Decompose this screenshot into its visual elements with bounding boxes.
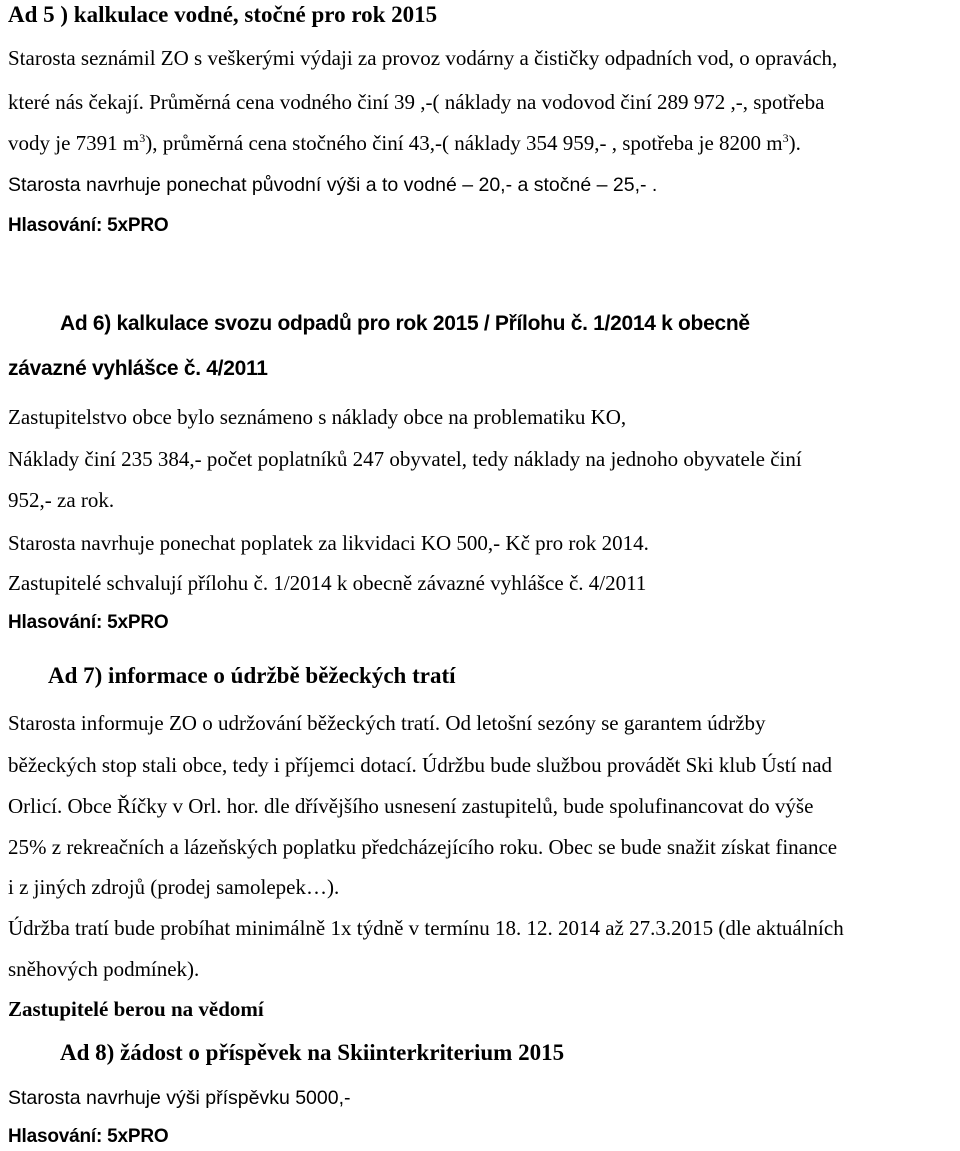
section-5-paragraph-line: které nás čekají. Průměrná cena vodného činí 39 ,-( náklady na vodovod činí 289 972 ,-, spotřeba (8, 90, 825, 114)
section-7-paragraph-line: i z jiných zdrojů (prodej samolepek…). (8, 875, 340, 899)
text-segment: vody je 7391 m (8, 131, 140, 155)
section-5-paragraph-line (8, 130, 801, 156)
text-segment: ). (788, 131, 801, 155)
section-6-heading: Ad 6) kalkulace svozu odpadů pro rok 2015 / Přílohu č. 1/2014 k obecně (60, 312, 750, 335)
section-7-paragraph-line: sněhových podmínek). (8, 957, 200, 981)
section-8-heading: Ad 8) žádost o příspěvek na Skiinterkriterium 2015 (60, 1040, 565, 1065)
superscript: 3 (139, 131, 146, 145)
section-5-paragraph-line: Starosta seznámil ZO s veškerými výdaji za provoz vodárny a čističky odpadních vod, o opravách, (8, 46, 838, 70)
section-7-paragraph-line: běžeckých stop stali obce, tedy i příjemci dotací. Údržbu bude službou provádět Ski klub Ústí nad (8, 753, 833, 777)
section-6-heading-continued: závazné vyhlášce č. 4/2011 (8, 357, 268, 380)
section-8-vote: Hlasování: 5xPRO (8, 1126, 169, 1147)
section-7-paragraph-line: 25% z rekreačních a lázeňských poplatku předcházejícího roku. Obec se bude snažit získat finance (8, 835, 838, 859)
section-6-paragraph-line: Náklady činí 235 384,- počet poplatníků 247 obyvatel, tedy náklady na jednoho obyvatele činí (8, 447, 802, 471)
section-7-heading: Ad 7) informace o údržbě běžeckých tratí (48, 663, 456, 688)
superscript: 3 (782, 131, 789, 145)
section-7-paragraph-line: Orlicí. Obce Říčky v Orl. hor. dle dřívějšího usnesení zastupitelů, bude spolufinancovat do výše (8, 794, 814, 818)
section-7-paragraph-line: Starosta informuje ZO o udržování běžeckých tratí. Od letošní sezóny se garantem údržby (8, 711, 766, 735)
section-6-paragraph-line: Starosta navrhuje ponechat poplatek za likvidaci KO 500,- Kč pro rok 2014. (8, 531, 649, 555)
section-8-proposal: Starosta navrhuje výši příspěvku 5000,- (8, 1087, 351, 1109)
section-5-proposal: Starosta navrhuje ponechat původní výši a to vodné – 20,- a stočné – 25,- . (8, 174, 658, 196)
section-6-paragraph-line: Zastupitelstvo obce bylo seznámeno s náklady obce na problematiku KO, (8, 405, 627, 429)
text-segment: ), průměrná cena stočného činí 43,-( náklady 354 959,- , spotřeba je 8200 m (145, 131, 783, 155)
section-6-resolution: Zastupitelé schvalují přílohu č. 1/2014 k obecně závazné vyhlášce č. 4/2011 (8, 571, 647, 595)
section-7-paragraph-line: Údržba tratí bude probíhat minimálně 1x týdně v termínu 18. 12. 2014 až 27.3.2015 (dle aktuálních (8, 916, 844, 940)
section-7-conclusion: Zastupitelé berou na vědomí (8, 997, 264, 1021)
section-5-heading: Ad 5 ) kalkulace vodné, stočné pro rok 2015 (8, 2, 438, 27)
section-5-vote: Hlasování: 5xPRO (8, 215, 169, 236)
section-6-vote: Hlasování: 5xPRO (8, 612, 169, 633)
section-6-paragraph-line: 952,- za rok. (8, 488, 115, 512)
